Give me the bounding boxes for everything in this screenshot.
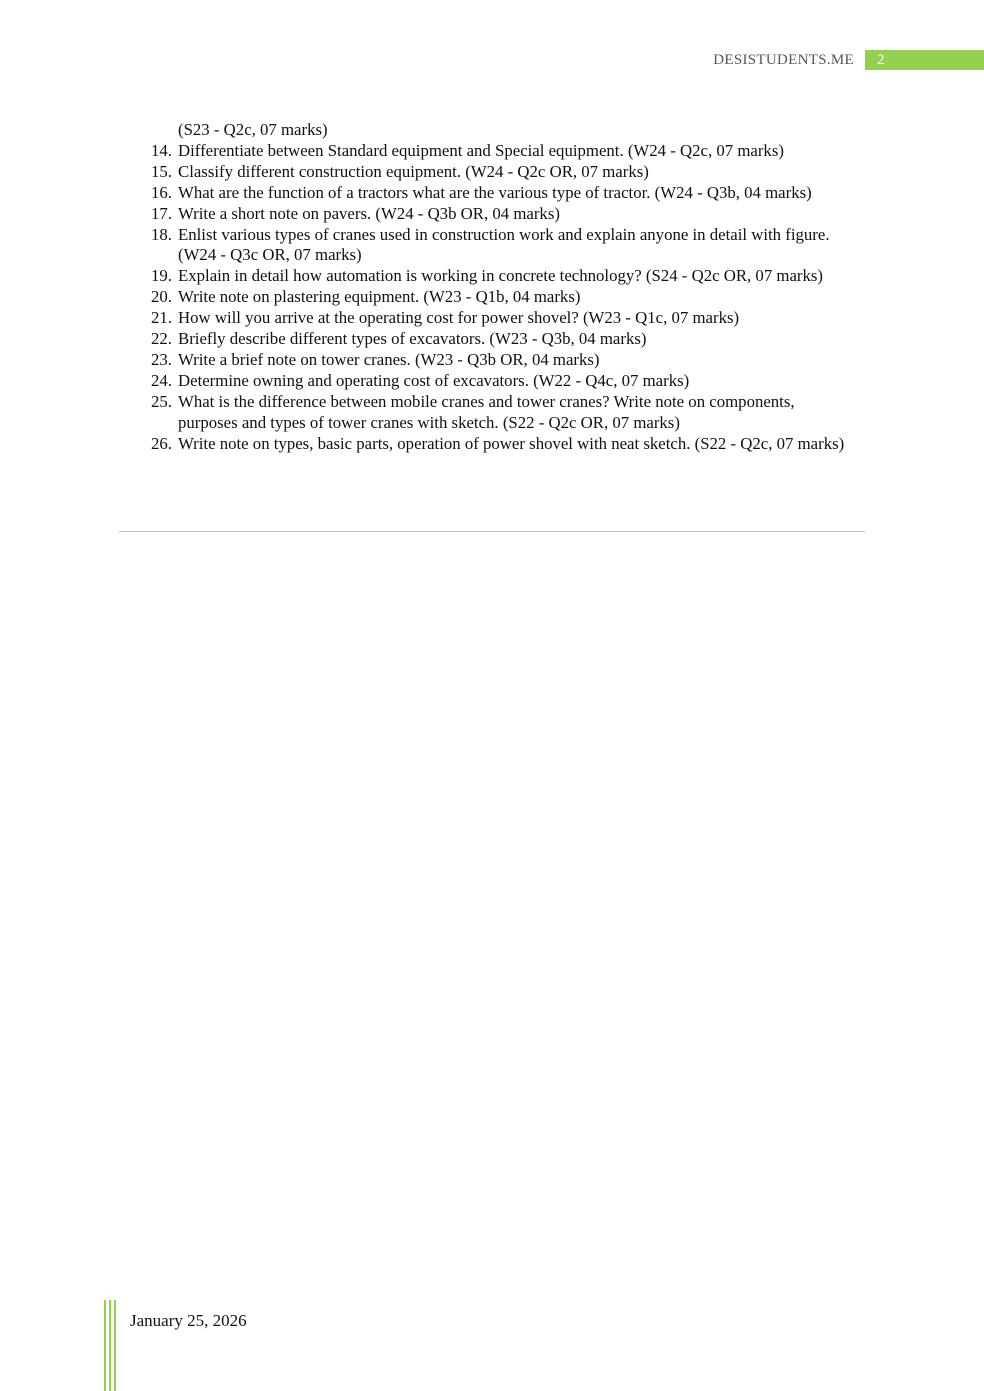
footer-accent-bar <box>114 1300 116 1391</box>
continuation-line: (S23 - Q2c, 07 marks) <box>178 120 328 139</box>
question-item <box>130 225 850 267</box>
question-text: How will you arrive at the operating cost for power shovel? (W23 - Q1c, 07 marks) <box>178 308 740 328</box>
question-number: 20. <box>151 287 172 307</box>
question-number: 25. <box>151 391 172 411</box>
question-number: 17. <box>151 203 172 223</box>
footer-accent-bars <box>104 1300 118 1391</box>
question-number: 24. <box>151 370 172 390</box>
question-number: 21. <box>151 308 172 328</box>
header-site-name: DESISTUDENTS.ME <box>713 52 854 68</box>
footer-accent-bar <box>104 1300 106 1391</box>
question-number: 26. <box>151 433 172 453</box>
question-list <box>130 141 850 455</box>
question-text: Write a brief note on tower cranes. (W23 - Q3b OR, 04 marks) <box>178 349 600 369</box>
question-text: What is the difference between mobile cranes and tower cranes? Write note on components, purposes and types of tower cranes with sketch. (S22 - Q2c OR, 07 marks) <box>178 391 795 432</box>
question-text: Explain in detail how automation is working in concrete technology? (S24 - Q2c OR, 07 marks) <box>178 266 824 286</box>
question-item <box>130 392 850 434</box>
footer-date: January 25, 2026 <box>130 1311 247 1330</box>
question-item <box>130 162 850 183</box>
question-item <box>130 308 850 329</box>
question-text: Classify different construction equipment. (W24 - Q2c OR, 07 marks) <box>178 161 649 181</box>
question-text: Write note on plastering equipment. (W23 - Q1b, 04 marks) <box>178 287 581 307</box>
question-text: Enlist various types of cranes used in construction work and explain anyone in detail with figure. (W24 - Q3c OR, 07 marks) <box>178 224 830 265</box>
question-text: Differentiate between Standard equipment and Special equipment. (W24 - Q2c, 07 marks) <box>178 140 784 160</box>
question-number: 16. <box>151 182 172 202</box>
question-number: 22. <box>151 329 172 349</box>
question-item <box>130 329 850 350</box>
question-item <box>130 266 850 287</box>
question-text: Write note on types, basic parts, operation of power shovel with neat sketch. (S22 - Q2c, 07 marks) <box>178 433 845 453</box>
question-text: Briefly describe different types of excavators. (W23 - Q3b, 04 marks) <box>178 329 647 349</box>
question-number: 15. <box>151 161 172 181</box>
question-item <box>130 183 850 204</box>
question-item <box>130 141 850 162</box>
question-text: Write a short note on pavers. (W24 - Q3b OR, 04 marks) <box>178 203 560 223</box>
question-text: What are the function of a tractors what are the various type of tractor. (W24 - Q3b, 04 marks) <box>178 182 812 202</box>
question-list-section <box>130 120 850 455</box>
question-item <box>130 287 850 308</box>
page-number: 2 <box>877 52 885 68</box>
question-item <box>130 204 850 225</box>
question-item <box>130 434 850 455</box>
header-page-badge <box>865 50 984 70</box>
question-text: Determine owning and operating cost of excavators. (W22 - Q4c, 07 marks) <box>178 370 690 390</box>
question-item <box>130 371 850 392</box>
question-number: 18. <box>151 224 172 244</box>
content-divider <box>119 531 865 532</box>
footer-accent-bar <box>109 1300 111 1391</box>
question-number: 23. <box>151 349 172 369</box>
question-item <box>130 350 850 371</box>
question-number: 19. <box>151 266 172 286</box>
question-number: 14. <box>151 140 172 160</box>
